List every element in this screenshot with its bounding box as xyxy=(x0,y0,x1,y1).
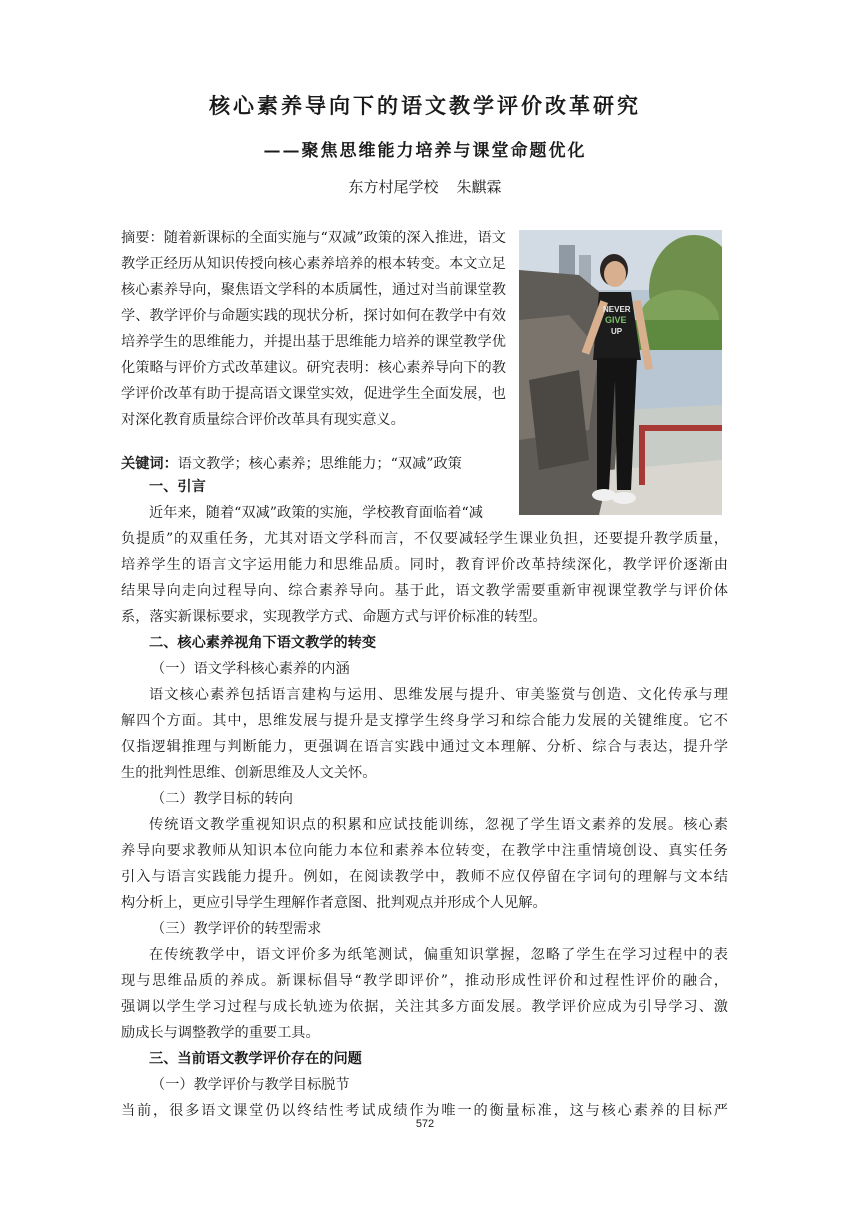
paragraph-line: 现与思维品质的养成。新课标倡导“教学即评价”，推动形成性评价和过程性评价的融合， xyxy=(121,973,728,989)
section-heading-2: 二、核心素养视角下语文教学的转变 xyxy=(149,635,377,651)
abstract-text: 随着新课标的全面实施与“双减”政策的深入推进，语文教学正经历从知识传授向核心素养培养的根本转变。本文立足核心素养导向，聚焦语文学科的本质属性，通过对当前课堂教学、教学评价与命题实践的现状分析，探讨如何在教学中有效培养学生的思维能力，并提出基于思维能力培养的课堂教学优化策略与评价方式改革建议。研究表明：核心素养导向下的教学评价改革有助于提高语文课堂实效，促进学生全面发展，也对深化教育质量综合评价改革具有现实意义。 xyxy=(121,230,506,428)
section-heading-3: 三、当前语文教学评价存在的问题 xyxy=(149,1051,362,1067)
subsection-heading-2-1: （一）语文学科核心素养的内涵 xyxy=(151,661,350,677)
subsection-heading-2-2: （二）教学目标的转向 xyxy=(151,791,293,807)
section-heading-1: 一、引言 xyxy=(149,479,206,495)
paragraph-line: 生的批判性思维、创新思维及人文关怀。 xyxy=(121,765,377,781)
paper-title: 核心素养导向下的语文教学评价改革研究 xyxy=(209,93,641,118)
paragraph-line: 负提质”的双重任务，尤其对语文学科而言，不仅要减轻学生课业负担，还要提升教学质量， xyxy=(121,531,728,547)
subsection-heading-3-1: （一）教学评价与教学目标脱节 xyxy=(151,1077,350,1093)
paragraph-line: 结果导向走向过程导向、综合素养导向。基于此，语文教学需要重新审视课堂教学与评价体 xyxy=(121,583,728,599)
paragraph-line: 引入与语言实践能力提升。例如，在阅读教学中，教师不应仅停留在字词句的理解与文本结 xyxy=(121,869,728,885)
paragraph-line: 养导向要求教师从知识本位向能力本位和素养本位转变，在教学中注重情境创设、真实任务 xyxy=(121,843,728,859)
shirt-text-line3: UP xyxy=(611,327,623,336)
paragraph-line: 强调以学生学习过程与成长轨迹为依据，关注其多方面发展。教学评价应成为引导学习、激 xyxy=(121,999,728,1015)
paragraph-line: 系，落实新课标要求，实现教学方式、命题方式与评价标准的转型。 xyxy=(121,609,547,625)
author-school: 东方村尾学校 xyxy=(348,178,439,196)
paragraph-line: 励成长与调整教学的重要工具。 xyxy=(121,1025,320,1041)
shirt-text-line1: NEVER xyxy=(603,305,631,314)
paragraph-line: 培养学生的语言文字运用能力和思维品质。同时，教育评价改革持续深化，教学评价逐渐由 xyxy=(121,557,728,573)
author-name: 朱麒霖 xyxy=(456,178,502,196)
subsection-heading-2-3: （三）教学评价的转型需求 xyxy=(151,921,322,937)
abstract-label: 摘要： xyxy=(121,230,164,246)
page-number: 572 xyxy=(415,1118,435,1130)
abstract xyxy=(121,225,506,433)
keywords-label: 关键词： xyxy=(121,456,178,472)
author-photo xyxy=(519,230,722,515)
paragraph-line: 解四个方面。其中，思维发展与提升是支撑学生终身学习和综合能力发展的关键维度。它不 xyxy=(121,713,728,729)
paragraph-line: 在传统教学中，语文评价多为纸笔测试，偏重知识掌握，忽略了学生在学习过程中的表 xyxy=(149,947,728,963)
paragraph-line: 仅指逻辑推理与判断能力，更强调在语言实践中通过文本理解、分析、综合与表达，提升学 xyxy=(121,739,728,755)
paragraph-line: 近年来，随着“双减”政策的实施，学校教育面临着“减 xyxy=(149,505,483,521)
paragraph-line: 传统语文教学重视知识点的积累和应试技能训练，忽视了学生语文素养的发展。核心素 xyxy=(149,817,728,833)
paragraph-line: 构分析上，更应引导学生理解作者意图、批判观点并形成个人见解。 xyxy=(121,895,547,911)
paragraph-line: 当前，很多语文课堂仍以终结性考试成绩作为唯一的衡量标准，这与核心素养的目标严 xyxy=(121,1103,728,1119)
author-line xyxy=(0,176,850,197)
body-text xyxy=(121,474,728,1124)
paper-subtitle: ——聚焦思维能力培养与课堂命题优化 xyxy=(263,141,587,161)
shirt-text-line2: GIVE xyxy=(605,315,627,325)
paragraph-line: 语文核心素养包括语言建构与运用、思维发展与提升、审美鉴赏与创造、文化传承与理 xyxy=(149,687,728,703)
keywords-text: 语文教学；核心素养；思维能力；“双减”政策 xyxy=(177,456,462,472)
